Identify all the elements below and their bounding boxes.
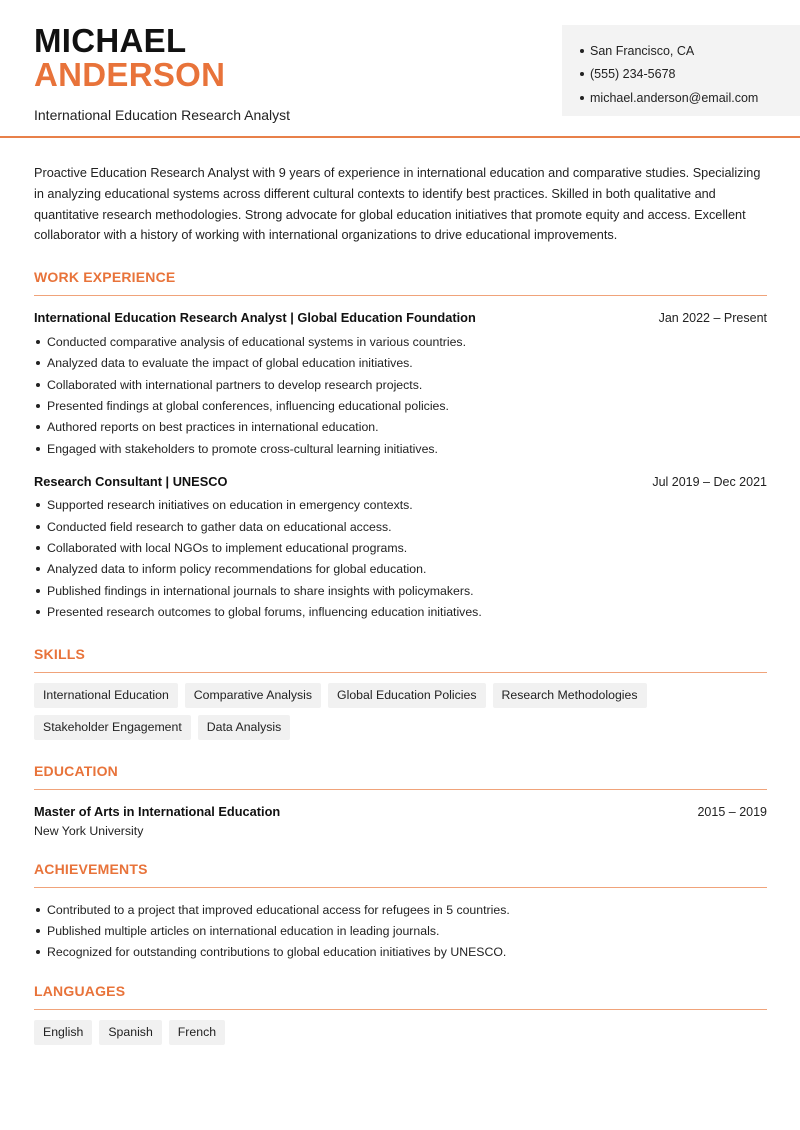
job-role: Research Consultant | UNESCO xyxy=(34,473,228,489)
skills-list xyxy=(34,683,767,747)
list-item-text: Collaborated with international partners to develop research projects. xyxy=(47,377,423,392)
bullet-icon xyxy=(580,49,584,53)
bullet-icon xyxy=(36,546,40,550)
skill-chip: Research Methodologies xyxy=(493,683,647,708)
education-header xyxy=(34,804,767,819)
bullet-icon xyxy=(36,503,40,507)
list-item-text: Authored reports on best practices in international education. xyxy=(47,420,379,435)
job-header xyxy=(34,310,767,325)
section-title-skills: SKILLS xyxy=(34,646,767,673)
job-bullets xyxy=(34,331,767,459)
section-title-achievements: ACHIEVEMENTS xyxy=(34,861,767,888)
bullet-icon xyxy=(36,908,40,912)
list-item-text: Contributed to a project that improved educational access for refugees in 5 countries. xyxy=(47,902,510,917)
education-entry xyxy=(34,804,767,838)
contact-location xyxy=(580,39,800,63)
list-item-text: Presented research outcomes to global forums, influencing education initiatives. xyxy=(47,605,482,620)
education-degree: Master of Arts in International Education xyxy=(34,803,281,819)
bullet-icon xyxy=(36,383,40,387)
list-item-text: Analyzed data to inform policy recommendations for global education. xyxy=(47,562,427,577)
skill-chip: Global Education Policies xyxy=(328,683,485,708)
list-item-text: Conducted field research to gather data on educational access. xyxy=(47,519,392,534)
contact-box xyxy=(562,25,800,116)
section-title-languages: LANGUAGES xyxy=(34,983,767,1010)
bullet-icon xyxy=(36,404,40,408)
resume-header xyxy=(0,0,800,138)
language-chip: Spanish xyxy=(99,1020,161,1045)
skill-chip: International Education xyxy=(34,683,178,708)
list-item xyxy=(34,495,767,516)
list-item xyxy=(34,516,767,537)
list-item xyxy=(34,353,767,374)
contact-phone-text: (555) 234-5678 xyxy=(590,67,676,82)
summary: Proactive Education Research Analyst with 9 years of experience in international education and comparative studies. Specializing in analyzing educational systems across different cultural contexts to identify best practices. Skilled in both qualitative and quantitative research methodologies. Strong advocate for global education initiatives that promote equity and access. Excellent collaborator with a history of working with international organizations to drive educational improvements. xyxy=(34,166,761,243)
education-dates: 2015 – 2019 xyxy=(697,804,767,819)
contact-email[interactable] xyxy=(580,86,800,110)
achievements-list xyxy=(34,899,767,963)
education-school: New York University xyxy=(34,823,144,838)
bullet-icon xyxy=(36,610,40,614)
name-block xyxy=(34,24,290,123)
list-item-text: Published multiple articles on international education in leading journals. xyxy=(47,923,440,938)
skill-chip: Comparative Analysis xyxy=(185,683,321,708)
skill-chip: Data Analysis xyxy=(198,715,291,740)
bullet-icon xyxy=(36,589,40,593)
list-item-text: Presented findings at global conferences, influencing educational policies. xyxy=(47,399,449,414)
list-item xyxy=(34,331,767,352)
job-role: International Education Research Analyst | Global Education Foundation xyxy=(34,310,476,326)
bullet-icon xyxy=(36,425,40,429)
last-name: ANDERSON xyxy=(34,56,226,93)
bullet-icon xyxy=(580,72,584,76)
bullet-icon xyxy=(580,96,584,100)
bullet-icon xyxy=(36,567,40,571)
list-item-text: Analyzed data to evaluate the impact of global education initiatives. xyxy=(47,356,413,371)
list-item-text: Conducted comparative analysis of educational systems in various countries. xyxy=(47,334,466,349)
bullet-icon xyxy=(36,340,40,344)
list-item xyxy=(34,580,767,601)
contact-email-text[interactable]: michael.anderson@email.com xyxy=(590,90,759,105)
list-item xyxy=(34,601,767,622)
list-item-text: Recognized for outstanding contributions to global education initiatives by UNESCO. xyxy=(47,945,507,960)
bullet-icon xyxy=(36,929,40,933)
job-bullets xyxy=(34,495,767,623)
job-entry xyxy=(34,474,767,623)
contact-location-text: San Francisco, CA xyxy=(590,43,695,58)
list-item-text: Published findings in international journals to share insights with policymakers. xyxy=(47,583,474,598)
contact-phone xyxy=(580,63,800,87)
resume-content xyxy=(34,163,767,1052)
list-item xyxy=(34,417,767,438)
job-dates: Jan 2022 – Present xyxy=(658,311,767,326)
first-name: MICHAEL xyxy=(34,22,187,59)
job-entry xyxy=(34,310,767,459)
list-item xyxy=(34,395,767,416)
list-item-text: Supported research initiatives on education in emergency contexts. xyxy=(47,498,413,513)
list-item xyxy=(34,899,767,920)
list-item xyxy=(34,942,767,963)
languages-list xyxy=(34,1020,767,1052)
job-dates: Jul 2019 – Dec 2021 xyxy=(652,474,767,489)
bullet-icon xyxy=(36,525,40,529)
bullet-icon xyxy=(36,950,40,954)
bullet-icon xyxy=(36,361,40,365)
section-title-experience: WORK EXPERIENCE xyxy=(34,269,767,296)
list-item xyxy=(34,374,767,395)
list-item xyxy=(34,438,767,459)
job-header xyxy=(34,474,767,489)
skill-chip: Stakeholder Engagement xyxy=(34,715,191,740)
section-title-education: EDUCATION xyxy=(34,763,767,790)
list-item xyxy=(34,559,767,580)
language-chip: English xyxy=(34,1020,92,1045)
bullet-icon xyxy=(36,447,40,451)
list-item xyxy=(34,537,767,558)
language-chip: French xyxy=(169,1020,225,1045)
list-item xyxy=(34,920,767,941)
job-title: International Education Research Analyst xyxy=(34,107,291,123)
list-item-text: Engaged with stakeholders to promote cross-cultural learning initiatives. xyxy=(47,441,438,456)
list-item-text: Collaborated with local NGOs to implement educational programs. xyxy=(47,541,408,555)
